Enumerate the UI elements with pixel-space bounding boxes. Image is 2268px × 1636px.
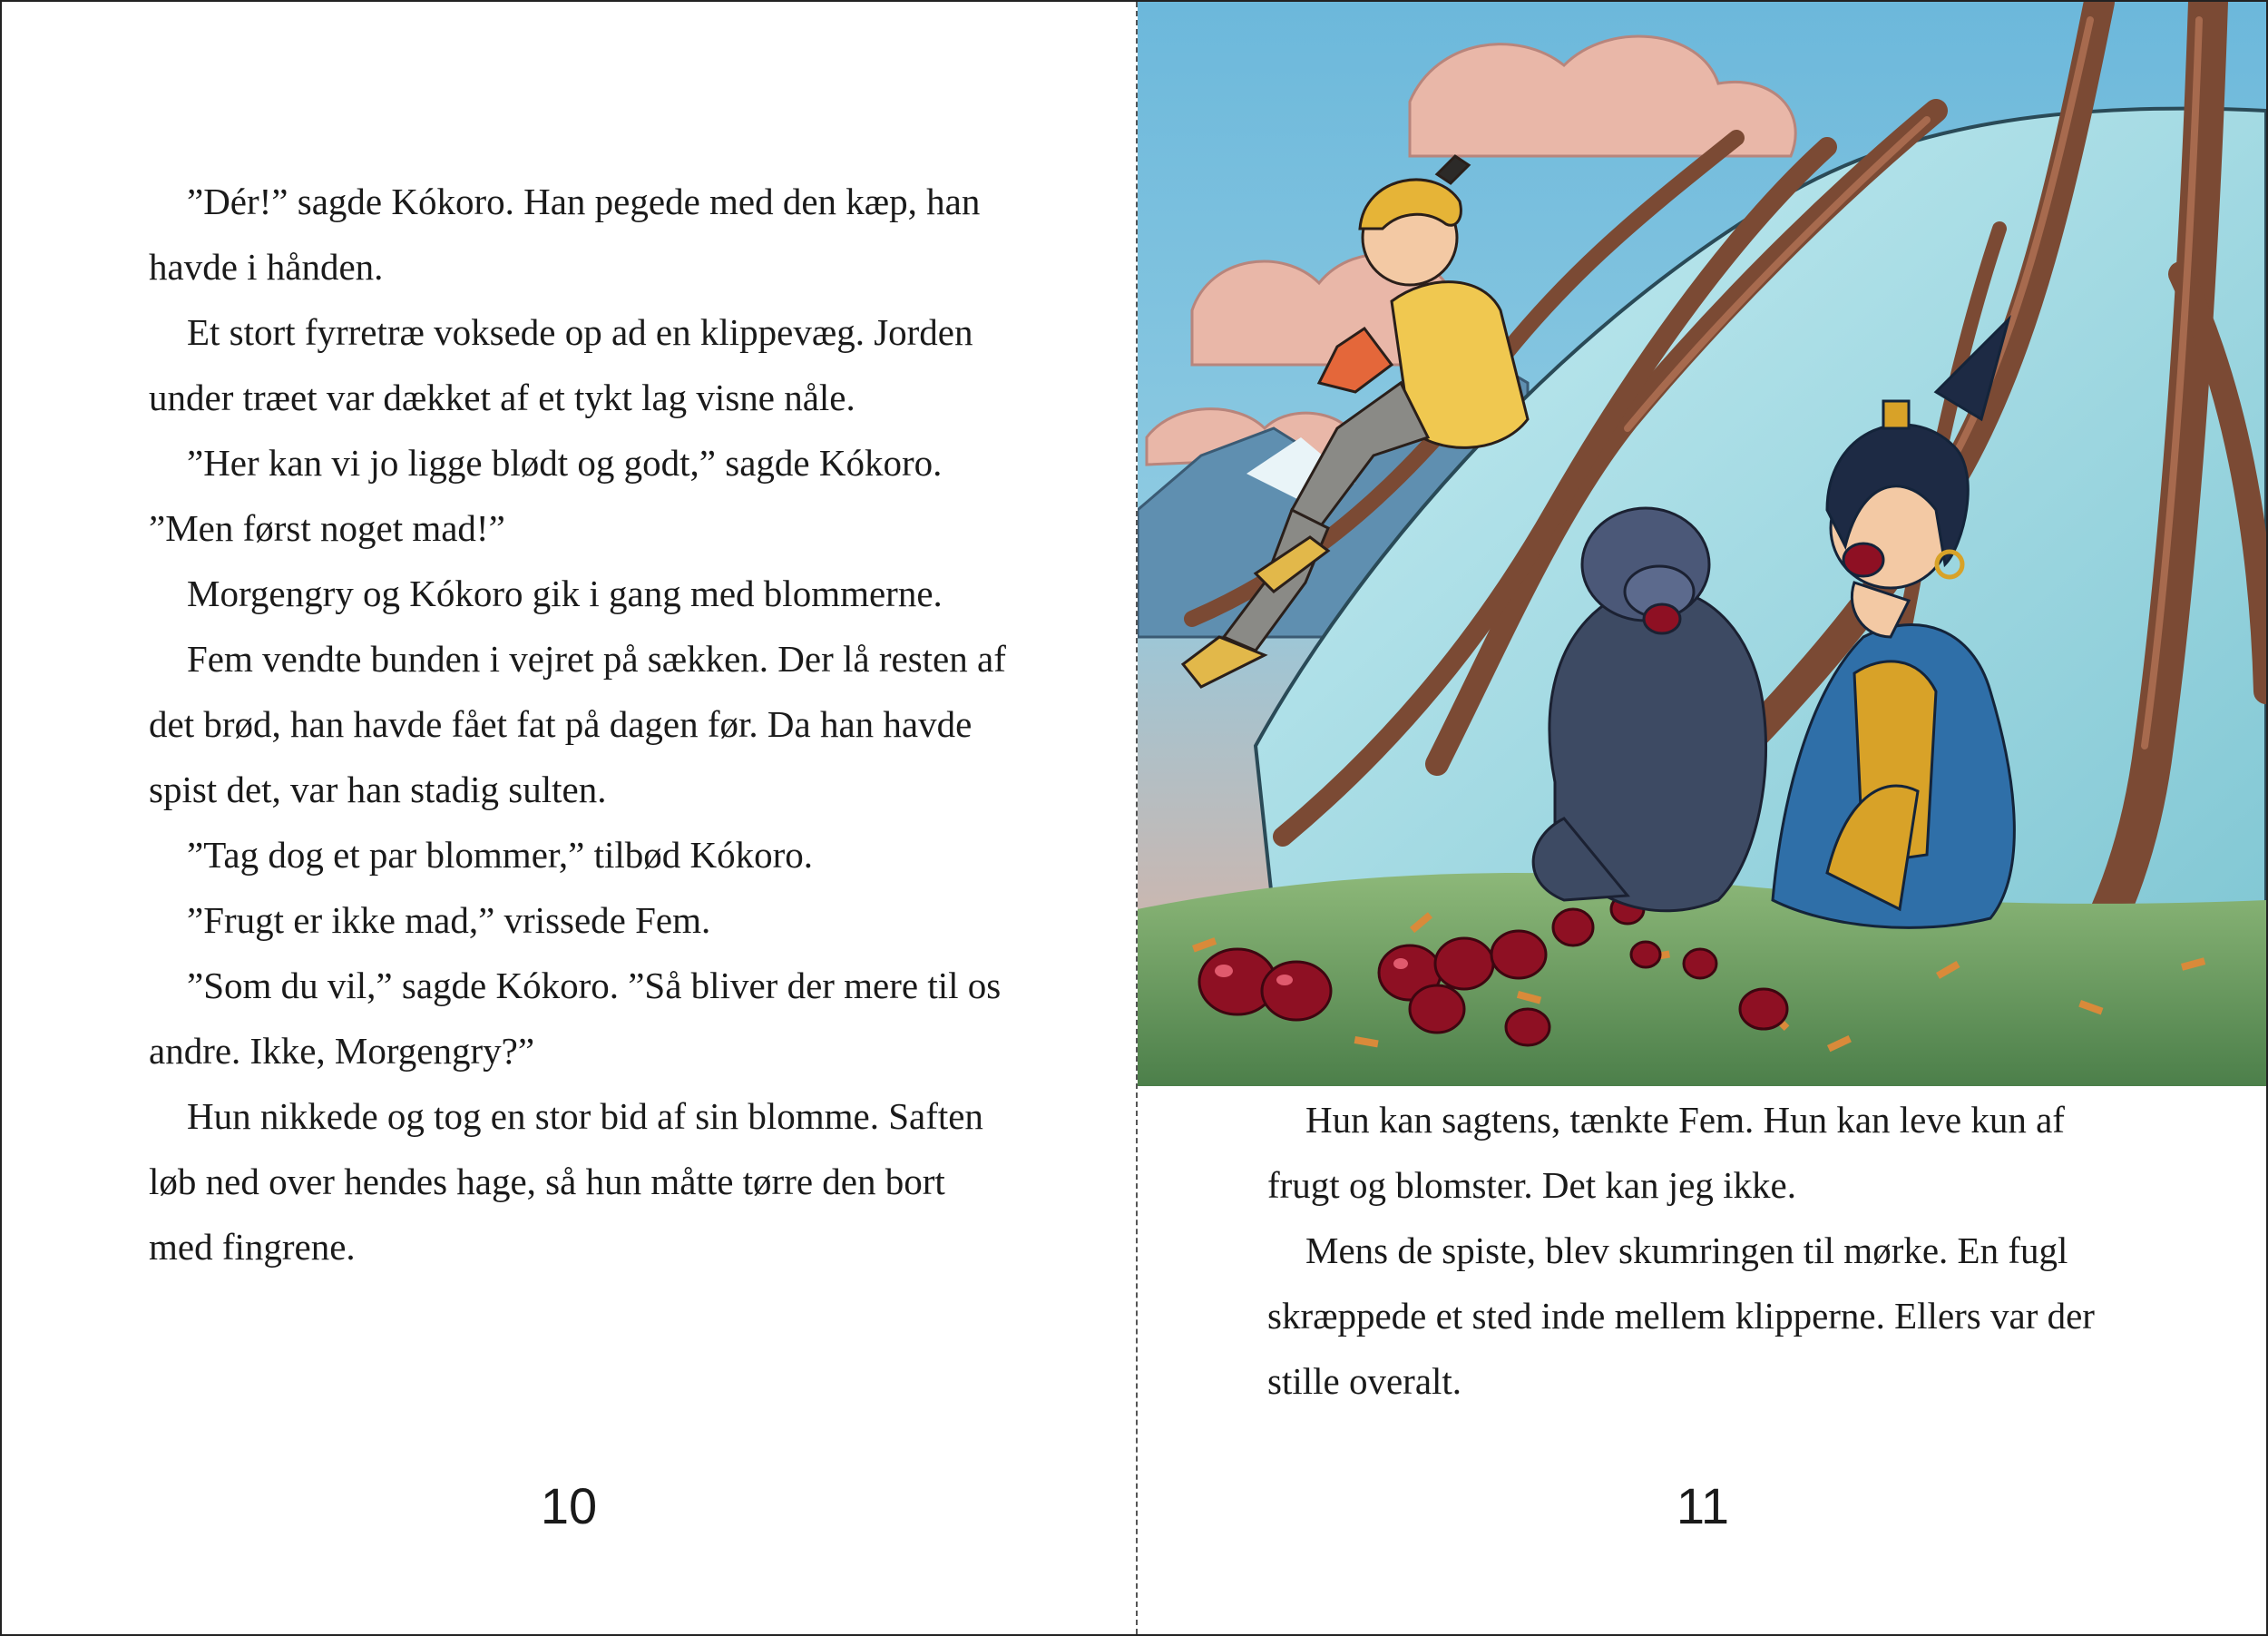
right-page: [1138, 2, 2266, 1634]
illustration-art: [1138, 2, 2266, 1086]
paragraph: Et stort fyrretræ voksede op ad en klippevæg. Jorden under træet var dækket af et tykt lag visne nåle.: [149, 311, 973, 418]
paragraph: ”Tag dog et par blommer,” tilbød Kókoro.: [187, 834, 814, 876]
story-illustration: [1138, 2, 2266, 1086]
left-page-text: [149, 169, 1011, 1279]
paragraph: Fem vendte bunden i vejret på sækken. Der lå resten af det brød, han havde fået fat på dagen før. Da han havde spist det, var han stadig sulten.: [149, 638, 1006, 810]
paragraph: Morgengry og Kókoro gik i gang med blommerne.: [187, 573, 943, 614]
paragraph: ”Frugt er ikke mad,” vrissede Fem.: [187, 899, 711, 941]
paragraph: Mens de spiste, blev skumringen til mørke. En fugl skræppede et sted inde mellem klipperne. Ellers var der stille overalt.: [1267, 1229, 2095, 1402]
paragraph: ”Dér!” sagde Kókoro. Han pegede med den kæp, han havde i hånden.: [149, 181, 981, 288]
page-number-right: 11: [1676, 1477, 1730, 1534]
left-page: [2, 2, 1136, 1634]
paragraph: ”Som du vil,” sagde Kókoro. ”Så bliver der mere til os andre. Ikke, Morgengry?”: [149, 965, 1002, 1072]
page-number-left: 10: [540, 1477, 598, 1534]
paragraph: Hun kan sagtens, tænkte Fem. Hun kan leve kun af frugt og blomster. Det kan jeg ikke.: [1267, 1099, 2065, 1206]
paragraph: Hun nikkede og tog en stor bid af sin blomme. Saften løb ned over hendes hage, så hun måtte tørre den bort med fingrene.: [149, 1095, 983, 1268]
paragraph: ”Her kan vi jo ligge blødt og godt,” sagde Kókoro. ”Men først noget mad!”: [149, 442, 943, 549]
right-page-text: [1267, 1087, 2138, 1414]
